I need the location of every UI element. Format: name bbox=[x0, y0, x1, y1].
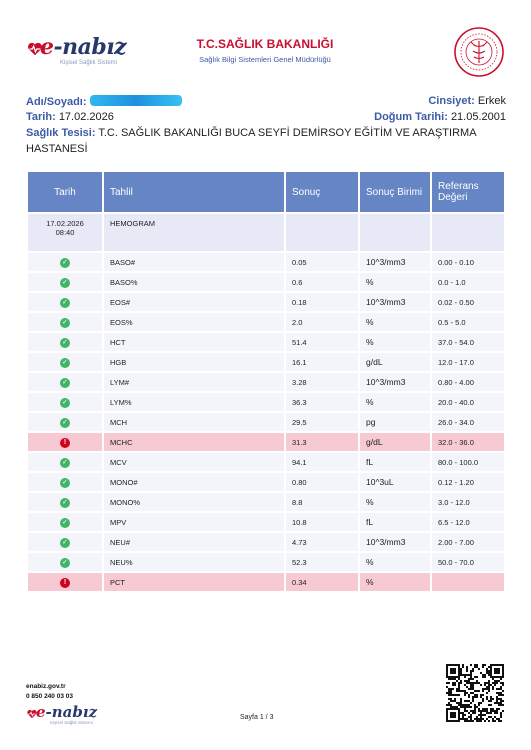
test-result: 0.18 bbox=[286, 293, 358, 311]
table-row bbox=[28, 433, 504, 451]
status-cell bbox=[28, 273, 102, 291]
test-unit: 10^3/mm3 bbox=[360, 533, 430, 551]
group-date: 17.02.2026 08:40 bbox=[28, 214, 102, 251]
enabiz-logo bbox=[26, 34, 136, 68]
test-reference: 2.00 - 7.00 bbox=[432, 533, 504, 551]
test-name: LYM# bbox=[104, 373, 284, 391]
col-header-unit: Sonuç Birimi bbox=[360, 172, 430, 212]
test-result: 94.1 bbox=[286, 453, 358, 471]
table-row bbox=[28, 573, 504, 591]
status-cell bbox=[28, 333, 102, 351]
gender-value: Erkek bbox=[477, 95, 506, 107]
status-cell bbox=[28, 313, 102, 331]
date-label: Tarih: bbox=[26, 111, 56, 123]
birth-date-value: 21.05.2001 bbox=[450, 111, 506, 123]
test-reference: 3.0 - 12.0 bbox=[432, 493, 504, 511]
col-header-date: Tarih bbox=[28, 172, 102, 212]
test-reference: 26.0 - 34.0 bbox=[432, 413, 504, 431]
ministry-subtitle: Sağlık Bilgi Sistemleri Genel Müdürlüğü bbox=[199, 55, 331, 64]
test-name: MCHC bbox=[104, 433, 284, 451]
footer-logo-subtitle: Kişisel Sağlık Sistemi bbox=[50, 720, 93, 725]
test-unit: % bbox=[360, 313, 430, 331]
table-row bbox=[28, 493, 504, 511]
table-row bbox=[28, 513, 504, 531]
test-name: MCV bbox=[104, 453, 284, 471]
test-reference: 0.00 - 0.10 bbox=[432, 253, 504, 271]
test-unit: % bbox=[360, 333, 430, 351]
table-row bbox=[28, 313, 504, 331]
check-circle-icon: ✓ bbox=[60, 398, 70, 408]
exclamation-circle-icon: ! bbox=[60, 438, 70, 448]
qr-code-icon bbox=[446, 664, 504, 722]
test-reference: 0.0 - 1.0 bbox=[432, 273, 504, 291]
facility-value-cont: HASTANESİ bbox=[26, 143, 88, 155]
test-name: HGB bbox=[104, 353, 284, 371]
test-reference: 0.12 - 1.20 bbox=[432, 473, 504, 491]
status-cell bbox=[28, 393, 102, 411]
check-circle-icon: ✓ bbox=[60, 418, 70, 428]
patient-info bbox=[26, 95, 506, 159]
check-circle-icon: ✓ bbox=[60, 378, 70, 388]
test-unit: pg bbox=[360, 413, 430, 431]
document-header bbox=[0, 0, 531, 90]
test-result: 2.0 bbox=[286, 313, 358, 331]
test-result: 0.34 bbox=[286, 573, 358, 591]
status-cell bbox=[28, 373, 102, 391]
test-unit: % bbox=[360, 273, 430, 291]
check-circle-icon: ✓ bbox=[60, 558, 70, 568]
check-circle-icon: ✓ bbox=[60, 358, 70, 368]
table-row bbox=[28, 453, 504, 471]
test-unit: 10^3uL bbox=[360, 473, 430, 491]
check-circle-icon: ✓ bbox=[60, 318, 70, 328]
test-unit: g/dL bbox=[360, 353, 430, 371]
group-name: HEMOGRAM bbox=[104, 214, 284, 251]
test-reference: 0.5 - 5.0 bbox=[432, 313, 504, 331]
footer-logo-brand: e-nabız bbox=[36, 703, 98, 721]
test-name: BASO# bbox=[104, 253, 284, 271]
test-reference: 80.0 - 100.0 bbox=[432, 453, 504, 471]
col-header-result: Sonuç bbox=[286, 172, 358, 212]
table-row bbox=[28, 293, 504, 311]
test-unit: % bbox=[360, 553, 430, 571]
status-cell bbox=[28, 553, 102, 571]
test-unit: fL bbox=[360, 513, 430, 531]
status-cell bbox=[28, 433, 102, 451]
ministry-heading bbox=[150, 37, 380, 64]
status-cell bbox=[28, 413, 102, 431]
table-row bbox=[28, 473, 504, 491]
footer-contact bbox=[26, 682, 73, 702]
redacted-name bbox=[90, 95, 182, 106]
test-result: 36.3 bbox=[286, 393, 358, 411]
test-name: PCT bbox=[104, 573, 284, 591]
test-name: BASO% bbox=[104, 273, 284, 291]
status-cell bbox=[28, 573, 102, 591]
check-circle-icon: ✓ bbox=[60, 458, 70, 468]
status-cell bbox=[28, 493, 102, 511]
exclamation-circle-icon: ! bbox=[60, 578, 70, 588]
gender-label: Cinsiyet: bbox=[428, 95, 475, 107]
footer-site: enabiz.gov.tr bbox=[26, 683, 66, 690]
logo-brand: e-nabız bbox=[40, 34, 127, 60]
table-row bbox=[28, 333, 504, 351]
test-name: NEU% bbox=[104, 553, 284, 571]
date-value: 17.02.2026 bbox=[58, 111, 114, 123]
page-number: Sayfa 1 / 3 bbox=[240, 714, 274, 721]
test-reference: 0.80 - 4.00 bbox=[432, 373, 504, 391]
check-circle-icon: ✓ bbox=[60, 518, 70, 528]
check-circle-icon: ✓ bbox=[60, 478, 70, 488]
facility-label: Sağlık Tesisi: bbox=[26, 127, 96, 139]
footer-phone: 0 850 240 03 03 bbox=[26, 693, 73, 700]
name-label: Adı/Soyadı: bbox=[26, 96, 87, 108]
test-result: 51.4 bbox=[286, 333, 358, 351]
table-row bbox=[28, 413, 504, 431]
test-result: 3.28 bbox=[286, 373, 358, 391]
facility-value: T.C. SAĞLIK BAKANLIĞI BUCA SEYFİ DEMİRSOY EĞİTİM VE ARAŞTIRMA bbox=[98, 127, 477, 139]
check-circle-icon: ✓ bbox=[60, 538, 70, 548]
check-circle-icon: ✓ bbox=[60, 498, 70, 508]
test-name: MCH bbox=[104, 413, 284, 431]
test-unit: 10^3/mm3 bbox=[360, 293, 430, 311]
col-header-reference: Referans Değeri bbox=[432, 172, 504, 212]
test-result: 52.3 bbox=[286, 553, 358, 571]
status-cell bbox=[28, 533, 102, 551]
test-reference: 6.5 - 12.0 bbox=[432, 513, 504, 531]
check-circle-icon: ✓ bbox=[60, 258, 70, 268]
test-result: 0.6 bbox=[286, 273, 358, 291]
col-header-test: Tahlil bbox=[104, 172, 284, 212]
test-unit: 10^3/mm3 bbox=[360, 373, 430, 391]
table-row bbox=[28, 393, 504, 411]
test-result: 31.3 bbox=[286, 433, 358, 451]
status-cell bbox=[28, 353, 102, 371]
test-result: 29.5 bbox=[286, 413, 358, 431]
table-row bbox=[28, 373, 504, 391]
status-cell bbox=[28, 453, 102, 471]
test-result: 16.1 bbox=[286, 353, 358, 371]
check-circle-icon: ✓ bbox=[60, 298, 70, 308]
test-name: NEU# bbox=[104, 533, 284, 551]
table-row bbox=[28, 553, 504, 571]
test-unit: fL bbox=[360, 453, 430, 471]
test-unit: g/dL bbox=[360, 433, 430, 451]
test-unit: % bbox=[360, 573, 430, 591]
test-result: 4.73 bbox=[286, 533, 358, 551]
test-result: 8.8 bbox=[286, 493, 358, 511]
test-name: EOS% bbox=[104, 313, 284, 331]
test-reference bbox=[432, 573, 504, 591]
status-cell bbox=[28, 473, 102, 491]
test-unit: % bbox=[360, 493, 430, 511]
test-reference: 20.0 - 40.0 bbox=[432, 393, 504, 411]
test-name: LYM% bbox=[104, 393, 284, 411]
ministry-title: T.C.SAĞLIK BAKANLIĞI bbox=[196, 37, 334, 51]
lab-results-table bbox=[26, 170, 506, 593]
test-name: HCT bbox=[104, 333, 284, 351]
test-unit: 10^3/mm3 bbox=[360, 253, 430, 271]
test-result: 0.05 bbox=[286, 253, 358, 271]
test-name: MONO# bbox=[104, 473, 284, 491]
test-name: EOS# bbox=[104, 293, 284, 311]
status-cell bbox=[28, 513, 102, 531]
test-reference: 50.0 - 70.0 bbox=[432, 553, 504, 571]
test-reference: 37.0 - 54.0 bbox=[432, 333, 504, 351]
test-result: 10.8 bbox=[286, 513, 358, 531]
test-reference: 12.0 - 17.0 bbox=[432, 353, 504, 371]
logo-subtitle: Kişisel Sağlık Sistemi bbox=[60, 60, 118, 66]
test-name: MONO% bbox=[104, 493, 284, 511]
check-circle-icon: ✓ bbox=[60, 338, 70, 348]
test-unit: % bbox=[360, 393, 430, 411]
status-cell bbox=[28, 293, 102, 311]
table-row bbox=[28, 253, 504, 271]
table-header-row bbox=[28, 172, 504, 212]
table-row bbox=[28, 353, 504, 371]
test-reference: 32.0 - 36.0 bbox=[432, 433, 504, 451]
test-name: MPV bbox=[104, 513, 284, 531]
test-reference: 0.02 - 0.50 bbox=[432, 293, 504, 311]
group-row-hemogram bbox=[28, 214, 504, 251]
test-result: 0.80 bbox=[286, 473, 358, 491]
footer-enabiz-logo bbox=[26, 703, 106, 729]
check-circle-icon: ✓ bbox=[60, 278, 70, 288]
status-cell bbox=[28, 253, 102, 271]
birth-date-label: Doğum Tarihi: bbox=[374, 111, 448, 123]
ministry-seal-icon bbox=[453, 26, 505, 78]
table-row bbox=[28, 533, 504, 551]
table-row bbox=[28, 273, 504, 291]
